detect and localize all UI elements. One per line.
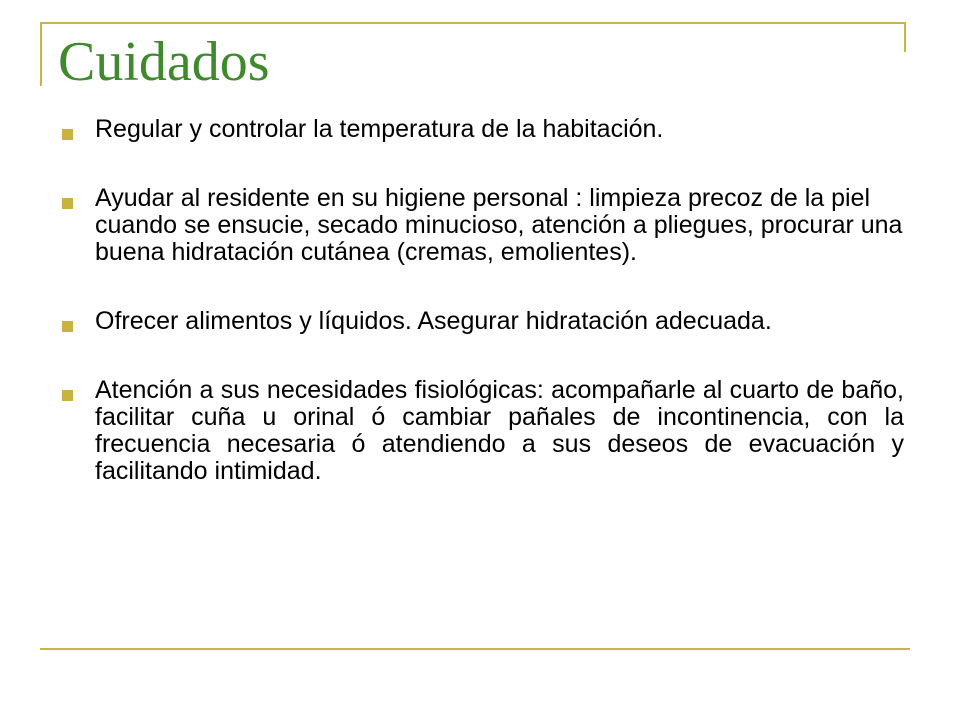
bullet-item: [62, 116, 904, 143]
bullet-text: Ofrecer alimentos y líquidos. Asegurar hidratación adecuada.: [95, 307, 772, 335]
bullet-text: Regular y controlar la temperatura de la habitación.: [95, 115, 664, 143]
bullet-text: Ayudar al residente en su higiene personal : limpieza precoz de la piel cuando se ensucie, secado minucioso, atención a pliegues, procurar una buena hidratación cutánea (cremas, emolientes).: [95, 184, 903, 266]
slide-title: Cuidados: [58, 31, 270, 93]
left-rule: [40, 22, 42, 86]
bullet-item: [62, 377, 904, 485]
square-bullet-icon: [62, 321, 73, 332]
square-bullet-icon: [62, 129, 73, 140]
right-rule: [904, 22, 906, 52]
bottom-rule: [40, 648, 910, 650]
square-bullet-icon: [62, 198, 73, 209]
bullet-list: [62, 116, 904, 527]
bullet-text: Atención a sus necesidades fisiológicas: acompañarle al cuarto de baño, facilitar cuña u orinal ó cambiar pañales de incontinencia, con la frecuencia necesaria ó atendiendo a sus deseos de evacuación y facilitando intimidad.: [95, 376, 904, 485]
square-bullet-icon: [62, 390, 73, 401]
bullet-item: [62, 308, 904, 335]
top-rule: [40, 22, 906, 24]
bullet-item: [62, 185, 904, 266]
